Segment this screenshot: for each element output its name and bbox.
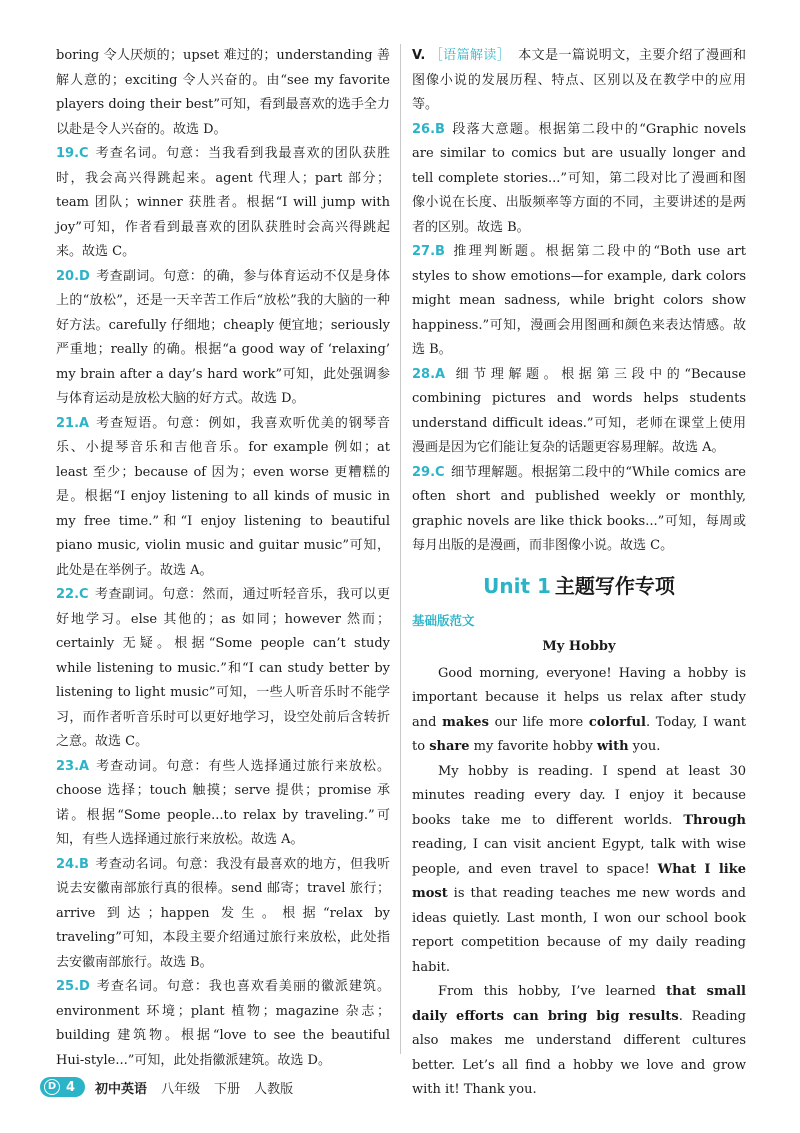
book-grade: 八年级 (161, 1081, 201, 1097)
right-column (412, 44, 746, 1103)
essay-text: . Reading also makes me understand different cultures better. Let’s all find a hobby we love and grow with it! Thank you. (412, 1008, 747, 1097)
answer-text: 推理判断题。根据第二段中的“Both use art styles to show emotions—for example, dark colors might mean sadness, while bright colors show happiness.”可知，漫画会用图画和颜色来表达情感。故选 B。 (412, 244, 746, 357)
answer-text: 考查名词。句意：我也喜欢看美丽的徽派建筑。environment 环境；plant 植物；magazine 杂志；building 建筑物。根据“love to see the beautiful Hui-style...”可知，此处指徽派建筑。故选 D。 (56, 979, 390, 1068)
answer-text: 考查动名词。句意：我没有最喜欢的地方，但我听说去安徽南部旅行真的很棒。send 邮寄；travel 旅行；arrive 到达；happen 发生。根据“relax by traveling”可知，本段主要介绍通过旅行来放松，此处指去安徽南部旅行。故选 B。 (56, 856, 390, 970)
section-v-summary (412, 44, 746, 118)
essay-text: My hobby is reading. I spend at least 30 minutes reading every day. I enjoy it because books take me to different worlds. (412, 763, 746, 828)
essay-text: . Today, I want to (412, 714, 747, 754)
essay-bold-phrase: share (429, 739, 470, 754)
answer-text: 细节理解题。根据第二段中的“While comics are often short and published weekly or monthly, graphic novels are like thick books...”可知，每周或每月出版的是漫画，而非图像小说。故选 C。 (412, 464, 746, 553)
answer-number: 27.B (412, 244, 445, 259)
essay-text: Good morning, everyone! Having a hobby is important because it helps us relax after study and (412, 665, 746, 730)
answer-text: boring 令人厌烦的；upset 难过的；understanding 善解人意的；exciting 令人兴奋的。由“see my favorite players doing their best”可知，看到最喜欢的选手全力以赴是令人兴奋的。故选 D。 (56, 48, 390, 137)
answer-item-27 (412, 240, 746, 363)
answer-text: 考查动词。句意：有些人选择通过旅行来放松。choose 选择；touch 触摸；serve 提供；promise 承诺。根据“Some people...to relax by traveling.”可知，有些人选择通过旅行来放松。故选 A。 (56, 758, 390, 847)
answer-item-18-cont (56, 44, 390, 142)
essay-paragraph-2 (412, 760, 746, 981)
unit-topic: 主题写作专项 (554, 573, 675, 598)
essay-bold-phrase: What I like most (412, 861, 746, 901)
answer-number: 29.C (412, 464, 445, 480)
unit-title (412, 571, 746, 601)
answer-item-20 (56, 265, 390, 412)
essay-bold-phrase: colorful (588, 714, 646, 730)
answer-number: 25.D (56, 979, 90, 994)
answer-item-22 (56, 583, 390, 755)
essay-title: My Hobby (542, 639, 616, 654)
answer-number: 28.A (412, 366, 446, 382)
answer-text: 考查副词。句意：的确，参与体育运动不仅是身体上的“放松”，还是一天辛苦工作后“放松”我的大脑的一种好方法。carefully 仔细地；cheaply 便宜地；seriously 严重地；really 的确。根据“a good way of ‘relaxing’ my brain after a day’s hard work”可知，此处强调参与体育运动是放松大脑的好方式。故选 D。 (56, 268, 390, 406)
badge-letter: D (44, 1079, 60, 1095)
passage-analysis-tag: ［语篇解读］ (429, 48, 511, 63)
answer-item-23 (56, 755, 390, 853)
answer-number: 21.A (56, 415, 90, 431)
answer-text: 细节理解题。根据第三段中的“Because combining pictures and words helps students understand difficult ideas.”可知，老师在课堂上使用漫画是因为它们能让复杂的话题更容易理解。故选 A。 (412, 366, 746, 455)
left-column (56, 44, 390, 1073)
answer-number: 23.A (56, 758, 90, 774)
answer-item-28 (412, 363, 746, 461)
essay-bold-phrase: Through (683, 812, 746, 828)
essay-text: From this hobby, I’ve learned (438, 984, 667, 999)
sample-essay-label: 基础版范文 (412, 612, 475, 628)
page-number: 4 (66, 1079, 76, 1095)
section-summary-text: 本文是一篇说明文，主要介绍了漫画和图像小说的发展历程、特点、区别以及在教学中的应用等。 (412, 48, 746, 112)
answer-number: 22.C (56, 587, 89, 602)
essay-bold-phrase: makes (442, 714, 489, 730)
essay-text: our life more (488, 714, 589, 730)
page-badge (40, 1077, 85, 1097)
answer-item-19 (56, 142, 390, 265)
answer-item-24 (56, 853, 390, 976)
answer-item-29 (412, 461, 746, 559)
answer-number: 19.C (56, 146, 89, 161)
answer-text: 考查名词。句意：当我看到我最喜欢的团队获胜时，我会高兴得跳起来。agent 代理人；part 部分；team 团队；winner 获胜者。根据“I will jump with joy”可知，作者看到最喜欢的团队获胜时会高兴得跳起来。故选 C。 (56, 146, 390, 259)
page-footer (40, 1076, 307, 1098)
section-roman: V. (412, 48, 426, 63)
unit-number: Unit 1 (483, 573, 551, 598)
essay-text: reading, I can visit ancient Egypt, talk with wise people, and even travel to space! (412, 837, 746, 877)
answer-number: 26.B (412, 121, 445, 137)
essay-bold-phrase: that small daily efforts can bring big results (412, 984, 746, 1024)
answer-text: 考查短语。句意：例如，我喜欢听优美的钢琴音乐、小提琴音乐和吉他音乐。for example 例如；at least 至少；because of 因为；even worse 更糟糕的是。根据“I enjoy listening to all kinds of music in my free time.”和“I enjoy listening to beautiful piano music, violin music and guitar music”可知，此处是在举例子。故选 A。 (56, 415, 390, 578)
answer-text: 考查副词。句意：然而，通过听轻音乐，我可以更好地学习。else 其他的；as 如同；however 然而；certainly 无疑。根据“Some people can’t study while listening to music.”和“I can study better by listening to light music”可知，一些人听音乐时不能学习，而作者听音乐时可以更好地学习，设空处前后含转折之意。故选 C。 (56, 587, 390, 749)
essay-text: is that reading teaches me new words and ideas quietly. Last month, I won our school book report competition because of my daily reading habit. (412, 886, 746, 975)
answer-text: 段落大意题。根据第二段中的“Graphic novels are similar to comics but are usually longer and tell complete stories...”可知，第二段对比了漫画和图像小说在长度、出版频率等方面的不同，主要讲述的是两者的区别。故选 B。 (412, 121, 746, 235)
answer-item-25 (56, 975, 390, 1073)
essay-text: my favorite hobby (469, 739, 597, 754)
essay-paragraph-3 (412, 980, 746, 1103)
book-volume: 下册 (214, 1081, 241, 1097)
essay-bold-phrase: with (596, 739, 629, 754)
book-subject: 初中英语 (95, 1081, 148, 1097)
essay-paragraph-1 (412, 662, 746, 760)
answer-number: 24.B (56, 856, 89, 872)
column-divider (400, 44, 401, 1054)
essay-text: you. (628, 739, 661, 754)
answer-item-26 (412, 118, 746, 241)
answer-number: 20.D (56, 268, 90, 284)
answer-item-21 (56, 412, 390, 584)
book-edition: 人教版 (254, 1081, 294, 1097)
